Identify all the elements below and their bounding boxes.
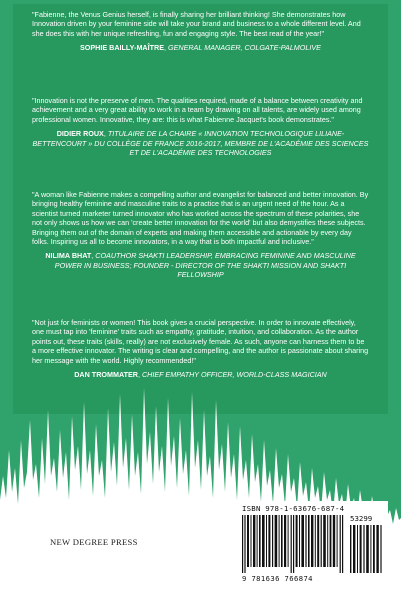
testimonial-text: "Innovation is not the preserve of men. The qualities required, made of a balance between creativity and achievement and a very great ability to work in a team by drawing on all talents, are widely used among professional women. Innovative, they are: this is what Fabienne Jacquet's book demonstrates."	[32, 96, 363, 124]
testimonial-author-title: GENERAL MANAGER, COLGATE-PALMOLIVE	[168, 43, 321, 53]
testimonial-author-title: TITULAIRE DE LA CHAIRE « INNOVATION TECHNOLOGIQUE LILIANE-BETTENCOURT » DU COLLÈGE DE FRANCE 2016-2017, MEMBRE DE L'ACADÉMIE DES SCIENCES ET DE L'ACADÉMIE DES TECHNOLOGIES	[32, 129, 369, 158]
testimonial-author-title: CHIEF EMPATHY OFFICER, WORLD-CLASS MAGICIAN	[141, 370, 327, 380]
testimonial-author: DIDIER ROUX	[56, 129, 104, 139]
price-code: 53299	[350, 514, 373, 523]
price-barcode-bars	[350, 525, 384, 573]
testimonial-attribution: DAN TROMMATER, CHIEF EMPATHY OFFICER, WORLD-CLASS MAGICIAN	[74, 370, 327, 380]
ean-number: 9 781636 766874	[242, 574, 313, 583]
testimonial-text: "Fabienne, the Venus Genius herself, is finally sharing her brilliant thinking! She demonstrates how Innovation driven by your feminine side will take your brand and business to a whole different level. And she does this with her unique refreshing, fun and engaging style. The best read of the year!"	[32, 10, 361, 38]
testimonial-attribution: NILIMA BHAT, COAUTHOR SHAKTI LEADERSHIP, EMBRACING FEMININE AND MASCULINE POWER IN BUSINESS; FOUNDER - DIRECTOR OF THE SHAKTI MISSION AND SHAKTI FELLOWSHIP	[45, 251, 356, 280]
testimonial-attribution: SOPHIE BAILLY-MAÎTRE, GENERAL MANAGER, COLGATE-PALMOLIVE	[80, 43, 321, 53]
testimonial-4	[32, 318, 369, 379]
testimonial-2	[32, 96, 369, 157]
testimonial-text: "A woman like Fabienne makes a compelling author and evangelist for balanced and better innovation. By bringing healthy feminine and masculine traits to a practice that is an urgent need of the hour. As a scientist turned marketer turned innovator who has worked across the spectrum of these polarities, she not only shows us how we can 'create better innovation for the world' but also demystifies these subjects. Bringing them out of the domain of experts and making them accessible and actionable by every day folks. Inspiring us all to become innovators, in a way that is both impactful and inclusive."	[32, 190, 369, 247]
testimonial-author: DAN TROMMATER	[74, 370, 138, 380]
publisher-name: NEW DEGREE PRESS	[50, 537, 138, 547]
testimonial-3	[32, 190, 369, 280]
testimonial-author: SOPHIE BAILLY-MAÎTRE	[80, 43, 164, 53]
testimonial-1	[32, 10, 369, 53]
testimonial-attribution: DIDIER ROUX, TITULAIRE DE LA CHAIRE « INNOVATION TECHNOLOGIQUE LILIANE-BETTENCOURT » DU COLLÈGE DE FRANCE 2016-2017, MEMBRE DE L'ACADÉMIE DES SCIENCES ET DE L'ACADÉMIE DES TECHNOLOGIES	[32, 129, 369, 158]
barcode	[236, 501, 388, 587]
barcode-bars	[242, 515, 346, 573]
isbn-label: ISBN 978-1-63676-687-4	[242, 504, 345, 513]
testimonial-author-title: COAUTHOR SHAKTI LEADERSHIP, EMBRACING FEMININE AND MASCULINE POWER IN BUSINESS; FOUNDER - DIRECTOR OF THE SHAKTI MISSION AND SHAKTI FELLOWSHIP	[54, 251, 356, 280]
testimonial-author: NILIMA BHAT	[45, 251, 92, 261]
testimonial-text: "Not just for feminists or women! This book gives a crucial perspective. In order to innovate effectively, one must tap into 'feminine' traits such as empathy, gratitude, intuition, and collaboration. As the author points out, these traits (skills, really) are not exclusively female. As such, anyone can harness them to be a more effective innovator. The writing is clear and compelling, and the author is passionate about sharing her message with the world. Highly recommended!"	[32, 318, 369, 365]
